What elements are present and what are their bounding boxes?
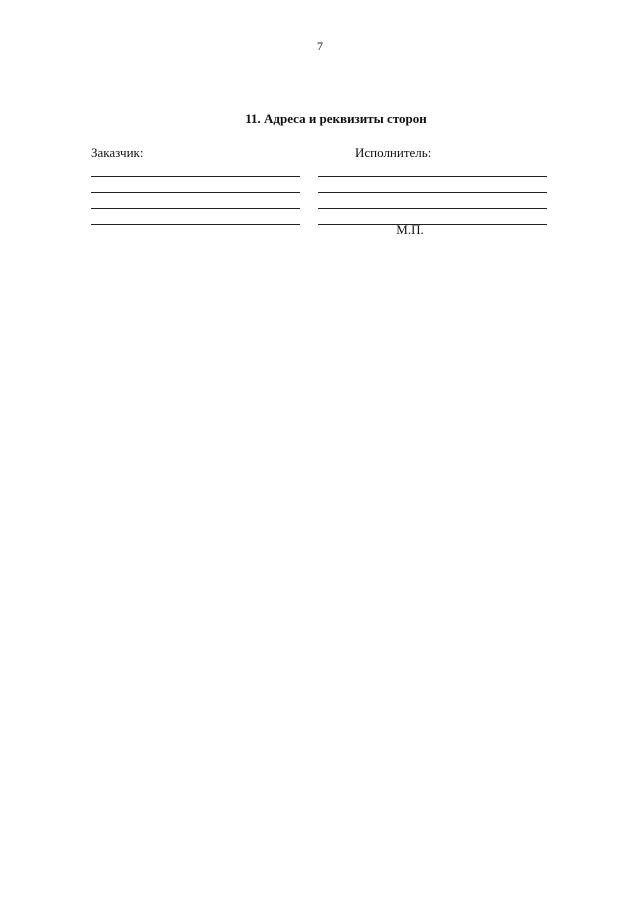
customer-block — [91, 145, 300, 225]
contractor-field-line-2[interactable] — [318, 192, 547, 193]
customer-field-line-2[interactable] — [91, 192, 300, 193]
page-number: 7 — [317, 39, 323, 53]
contractor-block — [318, 145, 547, 225]
stamp-label: М.П. — [396, 222, 424, 237]
contractor-field-line-3[interactable] — [318, 208, 547, 209]
contractor-label: Исполнитель: — [355, 145, 432, 160]
contractor-field-line-1[interactable] — [318, 176, 547, 177]
section-title: 11. Адреса и реквизиты сторон — [245, 111, 427, 126]
customer-field-line-3[interactable] — [91, 208, 300, 209]
customer-label: Заказчик: — [91, 145, 144, 160]
customer-field-line-4[interactable] — [91, 224, 300, 225]
customer-field-line-1[interactable] — [91, 176, 300, 177]
